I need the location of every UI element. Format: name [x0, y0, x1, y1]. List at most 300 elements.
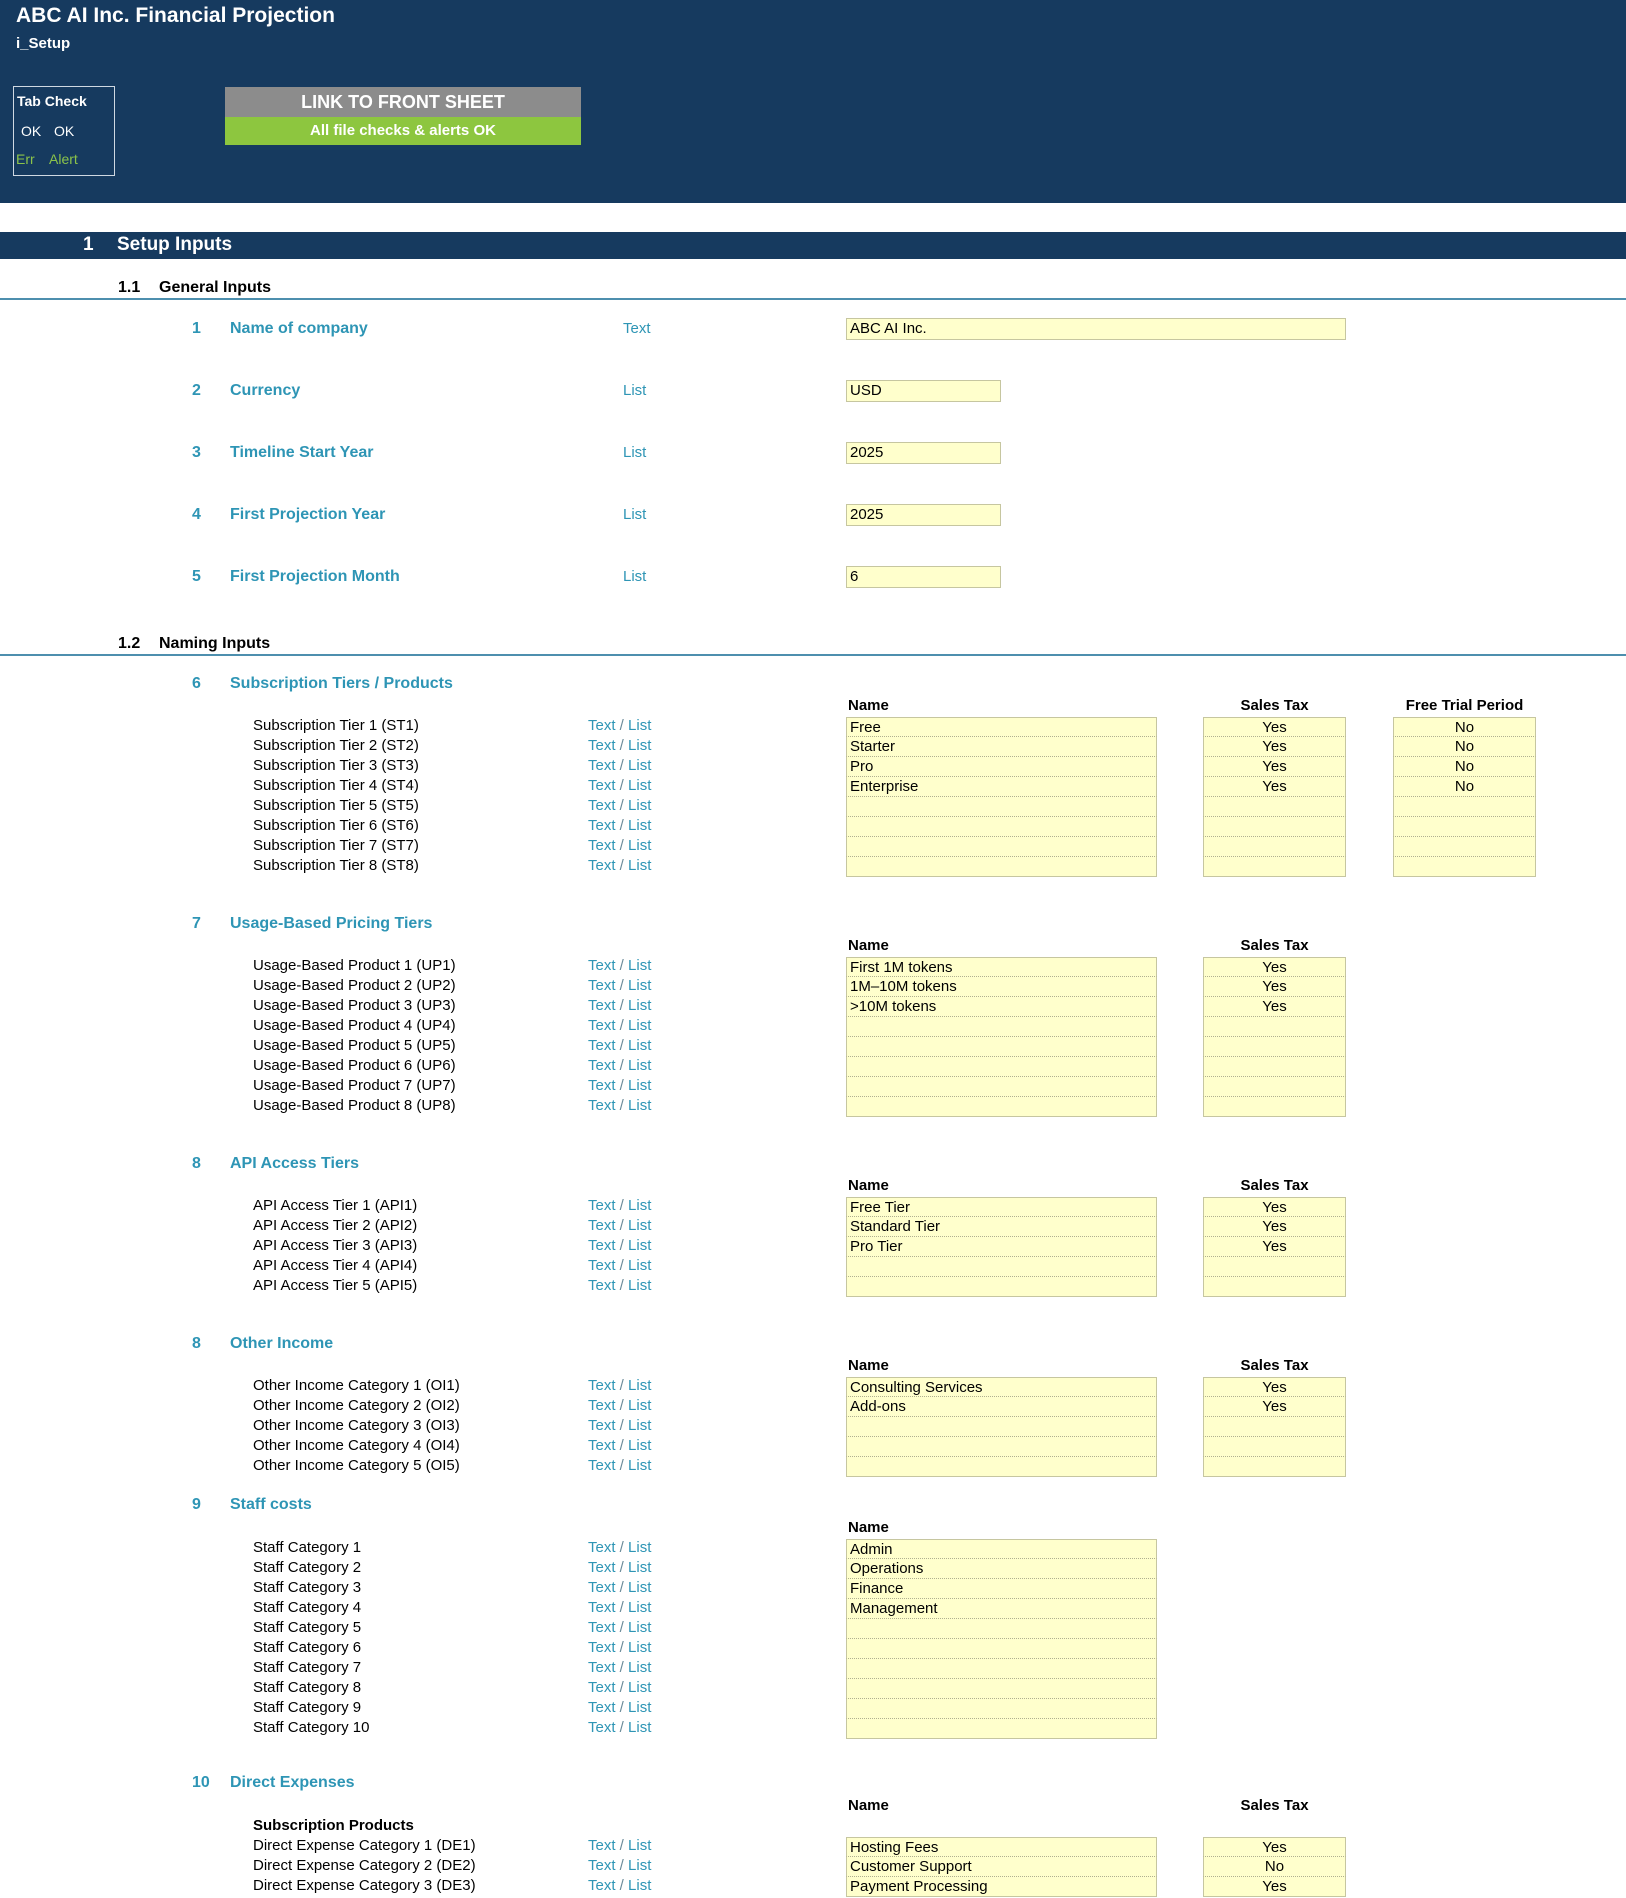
name-input-cell[interactable] — [846, 857, 1157, 877]
sales-tax-cell[interactable]: Yes — [1203, 1377, 1346, 1397]
free-trial-cell[interactable] — [1393, 797, 1536, 817]
free-trial-cell[interactable]: No — [1393, 757, 1536, 777]
name-input-cell[interactable] — [846, 1437, 1157, 1457]
group-title-subs: Subscription Tiers / Products — [230, 675, 453, 692]
sales-tax-cell[interactable] — [1203, 1437, 1346, 1457]
name-input-cell[interactable]: Starter — [846, 737, 1157, 757]
column-header-sales-tax: Sales Tax — [1240, 937, 1309, 954]
input-type: Text — [623, 320, 651, 337]
row-type-part: List — [628, 817, 652, 834]
row-type-part: List — [628, 1197, 652, 1214]
row-type-part: Text — [588, 997, 616, 1014]
row-type — [588, 737, 651, 754]
row-type-part: / — [615, 1699, 629, 1716]
row-type-part: Text — [588, 1077, 616, 1094]
column-header-name: Name — [848, 1797, 889, 1814]
sales-tax-cell[interactable] — [1203, 797, 1346, 817]
input-field[interactable]: 2025 — [846, 442, 1001, 464]
tab-check-err: Err — [16, 151, 35, 167]
input-type: List — [623, 444, 647, 461]
row-type-part: Text — [588, 1837, 616, 1854]
row-type-part: List — [628, 1237, 652, 1254]
name-input-cell[interactable] — [846, 1277, 1157, 1297]
row-label: Staff Category 3 — [253, 1579, 362, 1596]
row-type-part: Text — [588, 1277, 616, 1294]
row-type-part: / — [615, 1539, 629, 1556]
row-label: Direct Expense Category 3 (DE3) — [253, 1877, 476, 1894]
row-type-part: Text — [588, 1659, 616, 1676]
column-header-sales-tax: Sales Tax — [1240, 697, 1309, 714]
row-type-part: Text — [588, 1217, 616, 1234]
input-number: 3 — [192, 444, 201, 461]
row-type-part: Text — [588, 717, 616, 734]
row-type-part: List — [628, 1037, 652, 1054]
name-input-cell[interactable]: Finance — [846, 1579, 1157, 1599]
row-type — [588, 817, 651, 834]
subsection-naming-title: Naming Inputs — [159, 635, 271, 652]
row-type — [588, 977, 651, 994]
group-number: 8 — [192, 1155, 201, 1172]
tab-check-ok-2: OK — [54, 123, 75, 139]
name-input-cell[interactable] — [846, 1659, 1157, 1679]
row-type-part: / — [615, 1457, 629, 1474]
group-number: 9 — [192, 1496, 201, 1513]
column-header-sales-tax: Sales Tax — [1240, 1357, 1309, 1374]
name-input-cell[interactable]: Pro Tier — [846, 1237, 1157, 1257]
free-trial-cell[interactable] — [1393, 857, 1536, 877]
column-header-sales-tax: Sales Tax — [1240, 1177, 1309, 1194]
row-type-part: Text — [588, 1599, 616, 1616]
name-input-cell[interactable]: Payment Processing — [846, 1877, 1157, 1897]
row-label: Usage-Based Product 2 (UP2) — [253, 977, 456, 994]
sales-tax-cell[interactable]: Yes — [1203, 1877, 1346, 1897]
row-type — [588, 1077, 651, 1094]
row-type-part: Text — [588, 1579, 616, 1596]
row-label: Subscription Tier 3 (ST3) — [253, 757, 419, 774]
row-type-part: List — [628, 1257, 652, 1274]
section-number: 1 — [83, 234, 94, 255]
sales-tax-cell[interactable]: Yes — [1203, 997, 1346, 1017]
row-type-part: List — [628, 1457, 652, 1474]
row-label: Staff Category 8 — [253, 1679, 362, 1696]
name-input-cell[interactable]: >10M tokens — [846, 997, 1157, 1017]
sheet-name: i_Setup — [16, 35, 71, 52]
row-type-part: List — [628, 1417, 652, 1434]
column-header-name: Name — [848, 1519, 889, 1536]
input-field[interactable]: ABC AI Inc. — [846, 318, 1346, 340]
row-type-part: List — [628, 1377, 652, 1394]
row-type — [588, 1437, 651, 1454]
sales-tax-cell[interactable]: Yes — [1203, 1397, 1346, 1417]
row-type-part: Text — [588, 1457, 616, 1474]
sales-tax-cell[interactable]: Yes — [1203, 957, 1346, 977]
name-input-cell[interactable] — [846, 1619, 1157, 1639]
name-input-cell[interactable]: 1M–10M tokens — [846, 977, 1157, 997]
row-type-part: Text — [588, 797, 616, 814]
subsection-rule — [0, 298, 1626, 300]
row-type-part: Text — [588, 1417, 616, 1434]
row-type — [588, 1377, 651, 1394]
row-type-part: List — [628, 1877, 652, 1894]
row-type-part: / — [615, 1017, 629, 1034]
sales-tax-cell[interactable] — [1203, 1057, 1346, 1077]
row-label: Staff Category 4 — [253, 1599, 362, 1616]
subsection-general-number: 1.1 — [118, 279, 141, 296]
name-input-cell[interactable] — [846, 1639, 1157, 1659]
group-title-staff: Staff costs — [230, 1496, 312, 1513]
row-type-part: List — [628, 837, 652, 854]
free-trial-cell[interactable] — [1393, 837, 1536, 857]
tab-check-title: Tab Check — [17, 93, 87, 109]
row-type-part: / — [615, 977, 629, 994]
name-input-cell[interactable]: Admin — [846, 1539, 1157, 1559]
input-number: 2 — [192, 382, 201, 399]
row-type-part: Text — [588, 1539, 616, 1556]
name-input-cell[interactable]: Pro — [846, 757, 1157, 777]
row-label: Staff Category 6 — [253, 1639, 362, 1656]
name-input-cell[interactable]: Enterprise — [846, 777, 1157, 797]
row-label: Staff Category 10 — [253, 1719, 370, 1736]
input-field[interactable]: 6 — [846, 566, 1001, 588]
sales-tax-cell[interactable] — [1203, 1037, 1346, 1057]
row-type-part: / — [615, 1579, 629, 1596]
row-type-part: / — [615, 857, 629, 874]
sales-tax-cell[interactable]: Yes — [1203, 1837, 1346, 1857]
row-label: Usage-Based Product 4 (UP4) — [253, 1017, 456, 1034]
row-type-part: Text — [588, 977, 616, 994]
row-label: Usage-Based Product 8 (UP8) — [253, 1097, 456, 1114]
row-type — [588, 1679, 651, 1696]
row-label: Subscription Tier 7 (ST7) — [253, 837, 419, 854]
row-label: Staff Category 9 — [253, 1699, 362, 1716]
row-type — [588, 1017, 651, 1034]
row-type-part: / — [615, 717, 629, 734]
group-title-direct: Direct Expenses — [230, 1774, 355, 1791]
sales-tax-cell[interactable]: Yes — [1203, 977, 1346, 997]
row-type-part: / — [615, 1237, 629, 1254]
row-type-part: Text — [588, 1097, 616, 1114]
row-type-part: / — [615, 1659, 629, 1676]
row-type-part: / — [615, 1877, 629, 1894]
column-header-name: Name — [848, 1357, 889, 1374]
sales-tax-cell[interactable]: Yes — [1203, 717, 1346, 737]
row-type — [588, 1639, 651, 1656]
group-number: 10 — [192, 1774, 210, 1791]
free-trial-cell[interactable] — [1393, 817, 1536, 837]
column-header-name: Name — [848, 697, 889, 714]
row-type-part: / — [615, 1857, 629, 1874]
row-type-part: List — [628, 1277, 652, 1294]
name-input-cell[interactable] — [846, 1679, 1157, 1699]
row-type — [588, 1719, 651, 1736]
sales-tax-cell[interactable] — [1203, 1257, 1346, 1277]
row-type-part: / — [615, 1077, 629, 1094]
name-input-cell[interactable] — [846, 797, 1157, 817]
name-input-cell[interactable]: Standard Tier — [846, 1217, 1157, 1237]
row-type — [588, 1699, 651, 1716]
name-input-cell[interactable]: Free Tier — [846, 1197, 1157, 1217]
row-type-part: Text — [588, 757, 616, 774]
row-type-part: List — [628, 1539, 652, 1556]
group-title-other: Other Income — [230, 1335, 334, 1352]
name-input-cell[interactable] — [846, 1037, 1157, 1057]
section-title: Setup Inputs — [117, 234, 233, 255]
row-label: Other Income Category 2 (OI2) — [253, 1397, 460, 1414]
row-label: Staff Category 1 — [253, 1539, 362, 1556]
column-header-free-trial: Free Trial Period — [1405, 697, 1524, 714]
workbook-title: ABC AI Inc. Financial Projection — [16, 4, 335, 27]
row-type-part: / — [615, 1037, 629, 1054]
row-type — [588, 1457, 651, 1474]
subsection-naming-number: 1.2 — [118, 635, 141, 652]
input-type: List — [623, 382, 647, 399]
row-type-part: / — [615, 1719, 629, 1736]
row-type — [588, 1579, 651, 1596]
name-input-cell[interactable] — [846, 1417, 1157, 1437]
column-header-name: Name — [848, 937, 889, 954]
file-check-status: All file checks & alerts OK — [225, 117, 581, 145]
row-type-part: List — [628, 1659, 652, 1676]
sales-tax-cell[interactable] — [1203, 1017, 1346, 1037]
row-type — [588, 717, 651, 734]
input-label: Name of company — [230, 320, 368, 337]
row-label: Usage-Based Product 5 (UP5) — [253, 1037, 456, 1054]
row-label: Usage-Based Product 1 (UP1) — [253, 957, 456, 974]
row-type-part: Text — [588, 1437, 616, 1454]
tab-check-ok-1: OK — [21, 123, 42, 139]
sales-tax-cell[interactable]: Yes — [1203, 1197, 1346, 1217]
sales-tax-cell[interactable] — [1203, 1457, 1346, 1477]
row-type — [588, 1417, 651, 1434]
name-input-cell[interactable]: Consulting Services — [846, 1377, 1157, 1397]
row-type-part: List — [628, 1639, 652, 1656]
row-label: Subscription Tier 4 (ST4) — [253, 777, 419, 794]
row-type — [588, 1257, 651, 1274]
row-type-part: List — [628, 1077, 652, 1094]
group-title-usage: Usage-Based Pricing Tiers — [230, 915, 433, 932]
row-type-part: Text — [588, 1237, 616, 1254]
group-title-api: API Access Tiers — [230, 1155, 359, 1172]
row-type — [588, 1857, 651, 1874]
row-type-part: Text — [588, 777, 616, 794]
row-type-part: List — [628, 997, 652, 1014]
row-type-part: / — [615, 1559, 629, 1576]
row-type — [588, 957, 651, 974]
row-type-part: / — [615, 1437, 629, 1454]
group-number: 7 — [192, 915, 201, 932]
row-type-part: List — [628, 757, 652, 774]
row-type — [588, 997, 651, 1014]
row-type-part: List — [628, 977, 652, 994]
row-label: Staff Category 7 — [253, 1659, 362, 1676]
row-type — [588, 1539, 651, 1556]
name-input-cell[interactable]: First 1M tokens — [846, 957, 1157, 977]
row-type-part: Text — [588, 1377, 616, 1394]
row-type-part: / — [615, 1417, 629, 1434]
sales-tax-cell[interactable]: Yes — [1203, 757, 1346, 777]
sales-tax-cell[interactable]: Yes — [1203, 737, 1346, 757]
input-field[interactable]: USD — [846, 380, 1001, 402]
row-type-part: / — [615, 737, 629, 754]
group-number: 6 — [192, 675, 201, 692]
name-input-cell[interactable] — [846, 1699, 1157, 1719]
sales-tax-cell[interactable] — [1203, 1417, 1346, 1437]
row-type-part: List — [628, 1599, 652, 1616]
row-label: Other Income Category 3 (OI3) — [253, 1417, 460, 1434]
input-label: First Projection Month — [230, 568, 400, 585]
row-type-part: List — [628, 1837, 652, 1854]
row-type-part: List — [628, 737, 652, 754]
row-label: Other Income Category 5 (OI5) — [253, 1457, 460, 1474]
row-type-part: / — [615, 1257, 629, 1274]
row-type-part: Text — [588, 1639, 616, 1656]
sales-tax-cell[interactable]: No — [1203, 1857, 1346, 1877]
row-type-part: / — [615, 797, 629, 814]
row-type-part: List — [628, 857, 652, 874]
row-label: Usage-Based Product 6 (UP6) — [253, 1057, 456, 1074]
row-type-part: List — [628, 777, 652, 794]
row-type-part: / — [615, 997, 629, 1014]
name-input-cell[interactable] — [846, 1719, 1157, 1739]
row-type-part: List — [628, 1217, 652, 1234]
name-input-cell[interactable] — [846, 1077, 1157, 1097]
sales-tax-cell[interactable] — [1203, 857, 1346, 877]
row-type-part: Text — [588, 1057, 616, 1074]
input-number: 4 — [192, 506, 201, 523]
section-bar — [0, 232, 1626, 259]
row-type — [588, 1397, 651, 1414]
row-type-part: List — [628, 1679, 652, 1696]
row-type-part: / — [615, 1057, 629, 1074]
name-input-cell[interactable] — [846, 817, 1157, 837]
row-type-part: Text — [588, 1699, 616, 1716]
sales-tax-cell[interactable] — [1203, 1097, 1346, 1117]
row-type-part: Text — [588, 817, 616, 834]
name-input-cell[interactable] — [846, 837, 1157, 857]
input-label: Currency — [230, 382, 301, 399]
row-type-part: / — [615, 1599, 629, 1616]
name-input-cell[interactable] — [846, 1257, 1157, 1277]
row-type-part: / — [615, 957, 629, 974]
row-type-part: List — [628, 1397, 652, 1414]
row-type — [588, 837, 651, 854]
name-input-cell[interactable] — [846, 1057, 1157, 1077]
row-type — [588, 1877, 651, 1894]
row-type — [588, 1659, 651, 1676]
row-label: API Access Tier 2 (API2) — [253, 1217, 418, 1234]
sales-tax-cell[interactable] — [1203, 837, 1346, 857]
sales-tax-cell[interactable] — [1203, 817, 1346, 837]
name-input-cell[interactable] — [846, 1097, 1157, 1117]
sales-tax-cell[interactable] — [1203, 1277, 1346, 1297]
row-type-part: Text — [588, 737, 616, 754]
row-type — [588, 1197, 651, 1214]
row-type — [588, 757, 651, 774]
row-label: Staff Category 2 — [253, 1559, 362, 1576]
free-trial-cell[interactable]: No — [1393, 737, 1536, 757]
row-type-part: Text — [588, 1197, 616, 1214]
row-type-part: Text — [588, 857, 616, 874]
row-type-part: Text — [588, 1877, 616, 1894]
tab-check-alert: Alert — [49, 151, 78, 167]
name-input-cell[interactable]: Add-ons — [846, 1397, 1157, 1417]
row-type-part: / — [615, 1377, 629, 1394]
row-type-part: / — [615, 1837, 629, 1854]
name-input-cell[interactable] — [846, 1017, 1157, 1037]
row-type-part: List — [628, 1437, 652, 1454]
row-type-part: Text — [588, 1037, 616, 1054]
row-type-part: List — [628, 1017, 652, 1034]
row-type — [588, 1217, 651, 1234]
input-number: 5 — [192, 568, 201, 585]
input-type: List — [623, 568, 647, 585]
column-header-sales-tax: Sales Tax — [1240, 1797, 1309, 1814]
free-trial-cell[interactable]: No — [1393, 777, 1536, 797]
row-label: Direct Expense Category 2 (DE2) — [253, 1857, 476, 1874]
subsection-rule — [0, 654, 1626, 656]
row-type-part: / — [615, 1639, 629, 1656]
sales-tax-cell[interactable]: Yes — [1203, 1237, 1346, 1257]
sales-tax-cell[interactable] — [1203, 1077, 1346, 1097]
row-label: Other Income Category 1 (OI1) — [253, 1377, 460, 1394]
row-type-part: List — [628, 797, 652, 814]
row-type-part: / — [615, 1277, 629, 1294]
row-type — [588, 1277, 651, 1294]
row-type — [588, 1599, 651, 1616]
sales-tax-cell[interactable]: Yes — [1203, 777, 1346, 797]
name-input-cell[interactable]: Operations — [846, 1559, 1157, 1579]
name-input-cell[interactable]: Free — [846, 717, 1157, 737]
input-type: List — [623, 506, 647, 523]
row-type-part: List — [628, 1579, 652, 1596]
sales-tax-cell[interactable]: Yes — [1203, 1217, 1346, 1237]
row-type-part: List — [628, 1619, 652, 1636]
group-number: 8 — [192, 1335, 201, 1352]
row-type — [588, 777, 651, 794]
row-type-part: List — [628, 1719, 652, 1736]
free-trial-cell[interactable]: No — [1393, 717, 1536, 737]
row-label: API Access Tier 5 (API5) — [253, 1277, 418, 1294]
row-label: Direct Expense Category 1 (DE1) — [253, 1837, 476, 1854]
input-field[interactable]: 2025 — [846, 504, 1001, 526]
row-type-part: / — [615, 1619, 629, 1636]
row-type-part: / — [615, 1679, 629, 1696]
row-type-part: / — [615, 777, 629, 794]
row-label: Subscription Tier 1 (ST1) — [253, 717, 419, 734]
row-label: Staff Category 5 — [253, 1619, 362, 1636]
row-type-part: / — [615, 817, 629, 834]
row-label: Subscription Tier 5 (ST5) — [253, 797, 419, 814]
name-input-cell[interactable]: Customer Support — [846, 1857, 1157, 1877]
row-type-part: / — [615, 1197, 629, 1214]
name-input-cell[interactable]: Management — [846, 1599, 1157, 1619]
group-subheading: Subscription Products — [253, 1817, 414, 1834]
subsection-general-title: General Inputs — [159, 279, 272, 296]
row-type-part: List — [628, 717, 652, 734]
row-type-part: List — [628, 1559, 652, 1576]
row-type-part: / — [615, 757, 629, 774]
row-label: API Access Tier 1 (API1) — [253, 1197, 418, 1214]
name-input-cell[interactable]: Hosting Fees — [846, 1837, 1157, 1857]
row-label: Other Income Category 4 (OI4) — [253, 1437, 460, 1454]
row-label: Subscription Tier 8 (ST8) — [253, 857, 419, 874]
row-type — [588, 1237, 651, 1254]
row-label: Subscription Tier 6 (ST6) — [253, 817, 419, 834]
link-to-front-sheet-button[interactable]: LINK TO FRONT SHEET — [225, 87, 581, 117]
row-type-part: / — [615, 1397, 629, 1414]
row-label: API Access Tier 3 (API3) — [253, 1237, 418, 1254]
name-input-cell[interactable] — [846, 1457, 1157, 1477]
